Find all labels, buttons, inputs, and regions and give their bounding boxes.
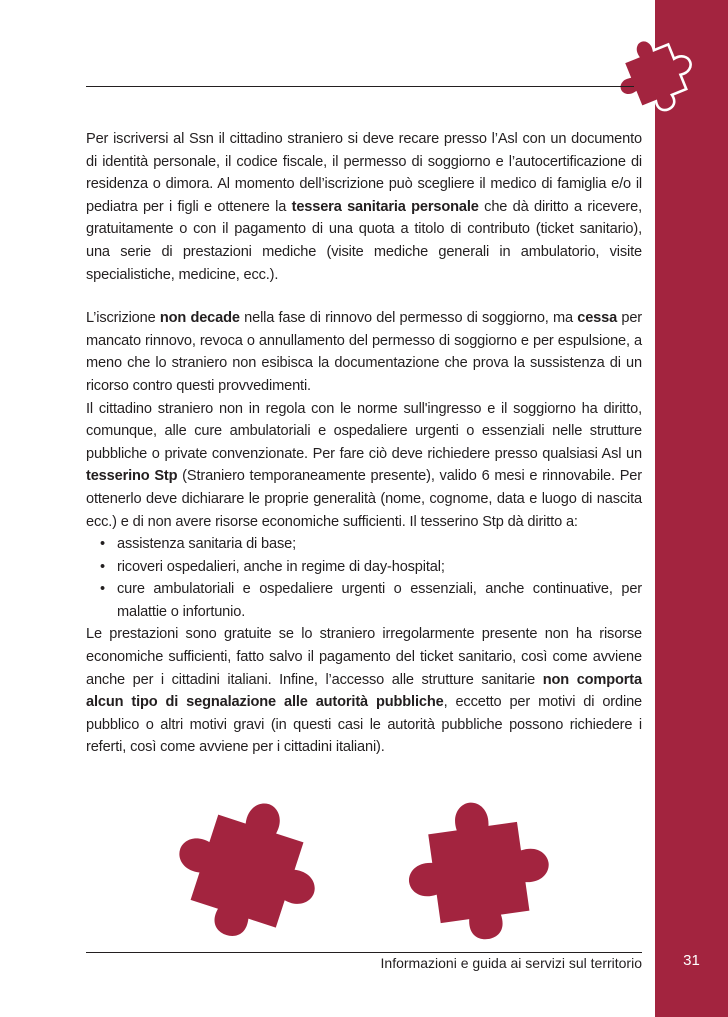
page-number: 31 bbox=[683, 952, 700, 969]
puzzle-piece-icon bbox=[395, 783, 560, 943]
text-run: L’iscrizione bbox=[86, 310, 160, 327]
text-run: per mancato rinnovo, revoca o annullamento del permesso di soggiorno e per espulsione, a meno che lo straniero non esibisca la documentazione che prova la sussistenza di un ricorso contro questi provvedimenti. bbox=[86, 310, 643, 394]
paragraph-1 bbox=[86, 128, 642, 286]
paragraph-3 bbox=[86, 398, 642, 534]
bullet-list bbox=[86, 533, 642, 623]
text-run: Il cittadino straniero non in regola con le norme sull'ingresso e il soggiorno ha diritto, comunque, alle cure ambulatoriali e ospedaliere urgenti o essenziali nelle strutture pubbliche o private convenzionate. Per fare ciò deve richiedere presso qualsiasi Asl un bbox=[86, 400, 642, 462]
sidebar-band bbox=[655, 0, 728, 1017]
text-run: Per iscriversi al Ssn il cittadino straniero si deve recare presso l’Asl con un documento di identità personale, il codice fiscale, il permesso di soggiorno e l’autocertificazione di residenza o dimora. Al momento dell’iscrizione può scegliere il medico di famiglia e/o il pediatra per i figli e ottenere la bbox=[86, 131, 642, 215]
text-run: , eccetto per motivi di ordine pubblico o altri motivi gravi (in questi casi le autorità pubbliche possono richiedere i referti, così come avviene per i cittadini italiani). bbox=[86, 694, 642, 756]
list-item-text: ricoveri ospedalieri, anche in regime di day-hospital; bbox=[117, 558, 445, 575]
bold-term: non decade bbox=[159, 310, 240, 327]
puzzle-piece-icon bbox=[165, 782, 335, 942]
header-rule bbox=[86, 86, 634, 87]
bold-term: tesserino Stp bbox=[86, 468, 178, 485]
bold-term: non comporta alcun tipo di segnalazione alle autorità pubbliche bbox=[86, 671, 642, 711]
text-run: (Straniero temporaneamente presente), valido 6 mesi e rinnovabile. Per ottenerlo deve dichiarare le proprie generalità (nome, cognome, data e luogo di nascita ecc.) e di non avere risorse economiche sufficienti. Il tesserino Stp dà diritto a: bbox=[86, 468, 642, 530]
bold-term: cessa bbox=[577, 310, 618, 327]
puzzle-piece-icon bbox=[608, 28, 698, 114]
bullet-icon: • bbox=[100, 558, 105, 575]
text-run: Le prestazioni sono gratuite se lo straniero irregolarmente presente non ha risorse economiche sufficienti, fatto salvo il pagamento del ticket sanitario, così come avviene anche per i cittadini italiani. Infine, l’accesso alle strutture sanitarie bbox=[86, 626, 642, 688]
bullet-icon: • bbox=[100, 581, 105, 598]
bold-term: tessera sanitaria personale bbox=[291, 198, 479, 215]
bullet-icon: • bbox=[100, 536, 105, 553]
text-run: nella fase di rinnovo del permesso di soggiorno, ma bbox=[239, 310, 578, 327]
list-item bbox=[86, 533, 642, 556]
footer-rule bbox=[86, 952, 642, 953]
list-item bbox=[86, 556, 642, 579]
text-run: che dà diritto a ricevere, gratuitamente o con il pagamento di una quota a titolo di contributo (ticket sanitario), una serie di prestazioni mediche (visite mediche generali in ambulatorio, visite specialistiche, medicine, ecc.). bbox=[86, 198, 642, 283]
list-item-text: assistenza sanitaria di base; bbox=[117, 536, 296, 553]
list-item-text: cure ambulatoriali e ospedaliere urgenti o essenziali, anche continuative, per malattie o infortunio. bbox=[117, 581, 642, 620]
body-text bbox=[86, 128, 642, 759]
paragraph-2 bbox=[86, 307, 642, 397]
footer-title: Informazioni e guida ai servizi sul territorio bbox=[380, 955, 642, 971]
list-item bbox=[86, 578, 642, 623]
paragraph-4 bbox=[86, 623, 642, 759]
